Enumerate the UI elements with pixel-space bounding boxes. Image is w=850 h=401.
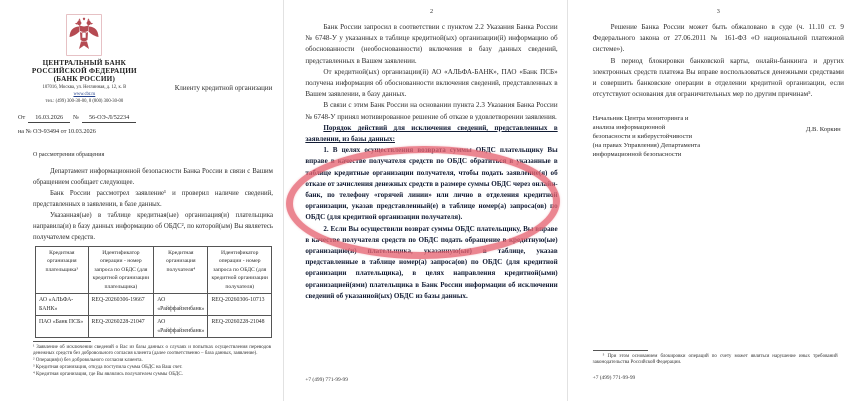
table-cell: REQ-20260306-19667	[88, 294, 154, 316]
paragraph: Департамент информационной безопасности Банка России в связи с Вашим обращением сообщает следующее.	[33, 167, 273, 186]
org-name	[14, 59, 155, 84]
page-number: 2	[429, 8, 434, 15]
footnote: ⁴ Кредитная организация, где Вы являлись получателем суммы ОБДС.	[33, 372, 183, 378]
org-name-line: РОССИЙСКОЙ ФЕДЕРАЦИИ	[31, 67, 137, 76]
footnote: ³ Кредитная организация, откуда поступила сумма ОБДС на Ваш счет.	[33, 365, 183, 371]
paragraph: Указанная(ые) в таблице кредитная(ые) организация(и) плательщика направила(и) в базу данных информацию об ОБДС², по которой(ым) Вы являетесь получателем средств.	[33, 211, 273, 241]
org-phone: тел.: (499) 300-30-00, 8 (800) 300-30-00	[45, 98, 124, 104]
table-cell: REQ-20260228-21047	[88, 316, 154, 338]
page-3	[567, 0, 850, 401]
page-2-body	[305, 22, 557, 302]
page-3-body	[593, 22, 844, 100]
paragraph: Банк России запросил в соответствии с пунктом 2.2 Указания Банка России № 6748-У у указанных в таблице кредитной(ых) организации(й) информацию об обоснованности (необоснованности) включения в базу данных сведений, представленных в Вашем заявлении.	[305, 23, 558, 65]
org-name-line: (БАНК РОССИИ)	[53, 75, 116, 84]
footer-phone: +7 (499) 771-99-99	[592, 375, 636, 381]
procedure-heading: Порядок действий для исключения сведений, представленных в заявлении, из базы данных:	[305, 123, 558, 144]
table-cell: ПАО «Банк ПСБ»	[36, 316, 89, 338]
page-1-header	[14, 12, 272, 135]
table-cell: REQ-20260306-10713	[208, 294, 272, 316]
procedure-item-2: 2. Если Вы осуществили возврат суммы ОБДС плательщику, Вы вправе в качестве получателя средств по ОБДС подать обращение в кредитную(ые) организацию(и) плательщика, указанную(ые) в таблице, указав представленные в таблице номер(а) запроса(ов) по ОБДС (для кредитной организации плательщика), в целях направления кредитной(ыми) организацией(ями) плательщика в Банк России информации об исключении сведений об указанной(ых) ОБДС из базы данных.	[305, 224, 558, 300]
paragraph: От кредитной(ых) организации(й) АО «АЛЬФА-БАНК», ПАО «Банк ПСБ» получена информация об обоснованности включения сведений, представленных в Вашем заявлении, в базу данных.	[305, 67, 558, 99]
signer-position-line: безопасности и киберустойчивости	[592, 133, 693, 141]
footnotes-block	[33, 341, 271, 379]
page-1-body	[33, 166, 273, 339]
paragraph: Банк России рассмотрел заявление¹ и проверил наличие сведений, представленных в заявлении, в базе данных.	[33, 189, 273, 208]
page-number: 3	[716, 8, 720, 15]
paragraph: Решение Банка России может быть обжаловано в суде (ч. 11.10 ст. 9 Федерального закона от 27.06.2011 № 161-ФЗ «О национальной платежной системе»).	[592, 23, 844, 54]
subject-line: О рассмотрении обращения	[33, 151, 105, 158]
org-address: 107016, Москва, ул. Неглинная, д. 12, к. В	[42, 84, 127, 90]
table-header-row	[36, 246, 272, 294]
signer-position-line: анализа информационной	[592, 124, 666, 132]
org-website: www.cbr.ru	[73, 91, 96, 97]
signer-name: Д.В. Коркин	[805, 126, 841, 134]
paragraph: В период блокировки банковской карты, онлайн-банкинга и других электронных средств платежа Вы вправе воспользоваться денежными средствами и совершить банковские операции в отделении кредитной организации, если отсутствуют основания для ограничительных мер по другим причинам⁵.	[592, 56, 844, 99]
signer-position	[593, 114, 743, 159]
table-row	[36, 294, 272, 316]
footnotes-block	[593, 350, 838, 367]
footnote: ¹ Заявление об исключении сведений о Вас из базы данных о случаях и попытках осуществления переводов денежных средств без добровольного согласия клиента (далее соответственно – база данных, заявление).	[33, 344, 271, 357]
table-header-cell: Кредитная организация плательщика³	[36, 246, 89, 294]
table-header-cell: Идентификатор операции - номер запроса по ОБДС (для кредитной организации плательщика)	[88, 246, 154, 294]
date-value: 16.03.2026	[28, 114, 70, 123]
footnote: ² Операция(и) без добровольного согласия клиента.	[33, 358, 143, 364]
bank-russia-eagle-emblem-icon	[66, 14, 102, 56]
signer-position-line: информационной безопасности	[592, 151, 682, 159]
number-value: 56-ОЭ-Л/52234	[82, 114, 136, 123]
footnote-divider	[33, 341, 91, 342]
org-name-line: ЦЕНТРАЛЬНЫЙ БАНК	[42, 59, 127, 67]
date-label: От	[18, 113, 26, 121]
table-cell: REQ-20260228-21048	[208, 316, 272, 338]
page-2	[283, 0, 566, 401]
footnote: ⁵ При этом основанием блокировки операций по счету может являться нарушение иных требований законодательства Российской Федерации.	[592, 353, 838, 366]
page-1	[0, 0, 283, 401]
signer-position-line: (на правах Управления) Департамента	[592, 142, 701, 150]
signer-position-line: Начальник Центра мониторинга и	[592, 115, 689, 123]
table-cell: АО «Райффайзенбанк»	[154, 294, 208, 316]
reference-line: на № ОЭ-93494 от 10.03.2026	[18, 127, 96, 135]
footnote-divider	[593, 350, 648, 351]
obds-table	[35, 246, 272, 339]
addressee: Клиенту кредитной организации	[174, 84, 273, 92]
signature-block	[593, 114, 841, 159]
number-label: №	[73, 113, 79, 121]
outgoing-date-line	[14, 114, 155, 123]
table-header-cell: Кредитная организация получателя⁴	[154, 246, 208, 294]
table-header-cell: Идентификатор операции - номер запроса по ОБДС (для кредитной организации получателя)	[208, 246, 272, 294]
paragraph: В связи с этим Банк России на основании пункта 2.3 Указания Банка России № 6748-У принял мотивированное решение об отказе в удовлетворении заявления.	[305, 101, 558, 121]
letterhead	[14, 12, 155, 135]
table-cell: АО «АЛЬФА-БАНК»	[36, 294, 89, 316]
footer-phone: +7 (499) 771-99-99	[305, 377, 348, 383]
table-cell: АО «Райффайзенбанк»	[154, 316, 208, 338]
table-row	[36, 316, 272, 338]
procedure-item-1: 1. В целях осуществления возврата суммы ОБДС плательщику Вы вправе в качестве получателя средств по ОБДС обратиться в указанные в таблице кредитные организации получателя, чтобы подать заявление(я) об отказе от зачисления денежных средств в размере суммы ОБДС через онлайн-банк, по телефону «горячей линии» или лично в отделения кредитной организации, указав представленный(е) в таблице номер(а) запроса(ов) по ОБДС (для кредитной организации получателя).	[305, 146, 558, 222]
